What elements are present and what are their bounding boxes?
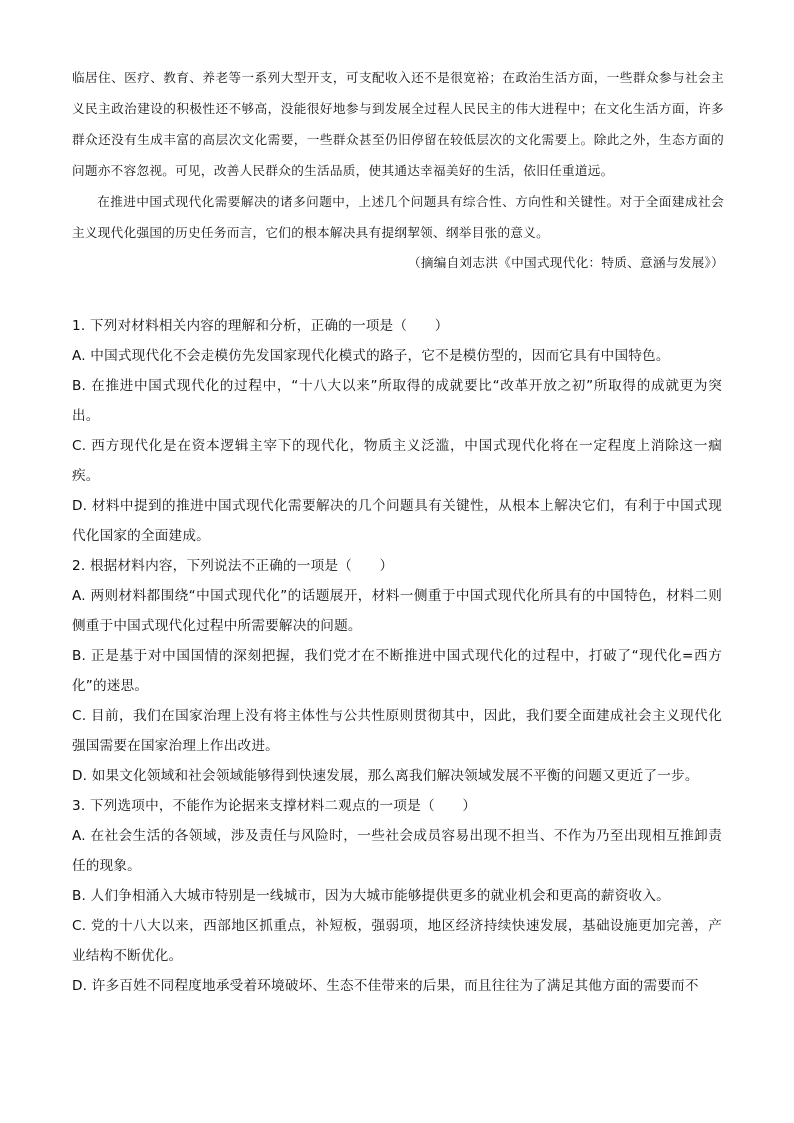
option-d: D. 材料中提到的推进中国式现代化需要解决的几个问题具有关键性，从根本上解决它们，有利于中国式现代化国家的全面建成。 [72,498,722,544]
question-stem: 1. 下列对材料相关内容的理解和分析，正确的一项是（ ） [72,318,449,334]
question-2 [72,551,722,791]
option-d: D. 许多百姓不同程度地承受着环境破坏、生态不佳带来的后果，而且往往为了满足其他方面的需要而不 [72,978,699,994]
option-c: C. 目前，我们在国家治理上没有将主体性与公共性原则贯彻其中，因此，我们要全面建成社会主义现代化强国需要在国家治理上作出改进。 [72,708,722,754]
option-a: A. 中国式现代化不会走模仿先发国家现代化模式的路子，它不是模仿型的，因而它具有中国特色。 [72,348,670,364]
question-stem: 3. 下列选项中，不能作为论据来支撑材料二观点的一项是（ ） [72,798,477,814]
option-c: C. 西方现代化是在资本逻辑主宰下的现代化，物质主义泛滥，中国式现代化将在一定程度上消除这一痼疾。 [72,438,722,484]
option-b: B. 在推进中国式现代化的过程中，“十八大以来”所取得的成就要比“改革开放之初”所取得的成就更为突出。 [72,378,722,424]
passage-source: （摘编自刘志洪《中国式现代化：特质、意涵与发展》） [407,255,724,270]
passage-paragraph: 临居住、医疗、教育、养老等一系列大型开支，可支配收入还不是很宽裕；在政治生活方面，一些群众参与社会主义民主政治建设的积极性还不够高，没能很好地参与到发展全过程人民民主的伟大进程中；在文化生活方面，许多群众还没有生成丰富的高层次文化需要，一些群众甚至仍旧停留在较低层次的文化需要上。除此之外，生态方面的问题亦不容忽视。可见，改善人民群众的生活品质，使其通达幸福美好的生活，依旧任重道远。 [72,70,724,178]
question-3 [72,791,722,1001]
option-b: B. 正是基于对中国国情的深刻把握，我们党才在不断推进中国式现代化的过程中，打破了“现代化=西方化”的迷思。 [72,648,722,694]
passage-paragraph: 在推进中国式现代化需要解决的诸多问题中，上述几个问题具有综合性、方向性和关键性。对于全面建成社会主义现代化强国的历史任务而言，它们的根本解决具有提纲挈领、纲举目张的意义。 [72,194,724,240]
option-a: A. 在社会生活的各领域，涉及责任与风险时，一些社会成员容易出现不担当、不作为乃至出现相互推卸责任的现象。 [72,828,722,874]
question-stem: 2. 根据材料内容，下列说法不正确的一项是（ ） [72,558,394,574]
option-c: C. 党的十八大以来，西部地区抓重点，补短板，强弱项，地区经济持续快速发展，基础设施更加完善，产业结构不断优化。 [72,918,722,964]
question-1 [72,311,722,551]
question-list [72,311,722,1001]
option-d: D. 如果文化领域和社会领域能够得到快速发展，那么离我们解决领域发展不平衡的问题又更近了一步。 [72,768,699,784]
reading-passage [72,62,724,278]
option-a: A. 两则材料都围绕“中国式现代化”的话题展开，材料一侧重于中国式现代化所具有的中国特色，材料二则侧重于中国式现代化过程中所需要解决的问题。 [72,588,722,634]
option-b: B. 人们争相涌入大城市特别是一线城市，因为大城市能够提供更多的就业机会和更高的薪资收入。 [72,888,670,904]
